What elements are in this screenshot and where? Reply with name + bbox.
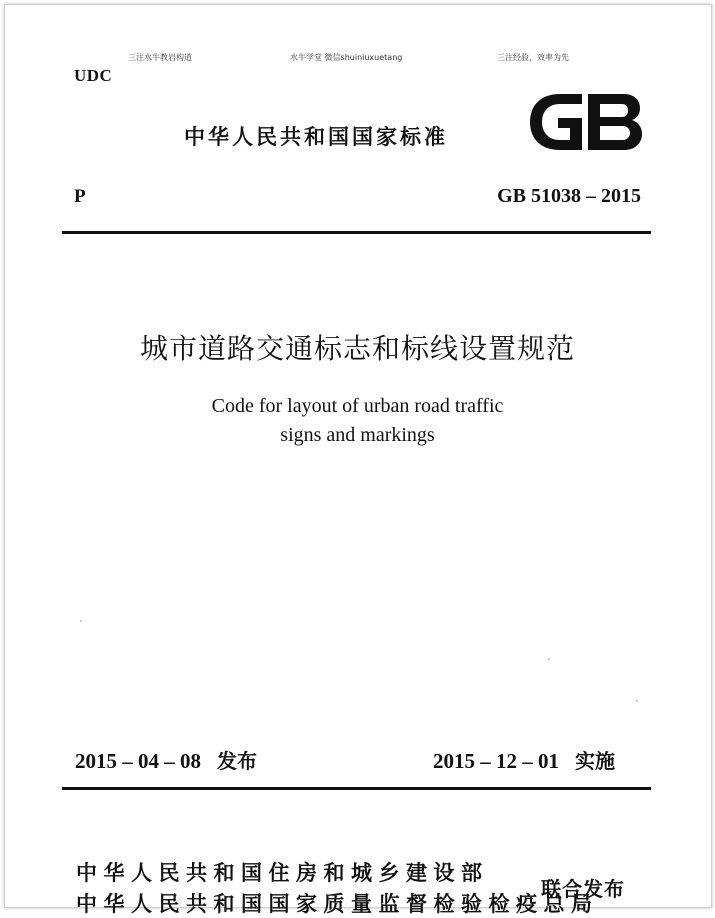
header-divider bbox=[62, 231, 651, 234]
joint-issue-label: 联合发布 bbox=[541, 877, 625, 901]
gb-logo-icon bbox=[526, 90, 644, 154]
implement-date: 2015 – 12 – 01 bbox=[433, 749, 559, 773]
scan-speck bbox=[548, 658, 550, 660]
watermark-text: 三注经验，效率为先 bbox=[497, 53, 569, 62]
issue-label: 发布 bbox=[217, 749, 257, 773]
issuer-quality-supervision: 中华人民共和国国家质量监督检验检疫总局 bbox=[76, 892, 599, 916]
document-title-english bbox=[0, 392, 715, 450]
english-title-line: signs and markings bbox=[280, 424, 435, 446]
implement-date-row bbox=[433, 745, 615, 774]
implement-label: 实施 bbox=[575, 749, 615, 773]
udc-label: UDC bbox=[74, 66, 113, 85]
issuer-ministry-housing: 中华人民共和国住房和城乡建设部 bbox=[76, 861, 489, 885]
watermark-text: 三注水牛教岩构道 bbox=[128, 53, 192, 62]
classification-code: P bbox=[74, 186, 86, 207]
issue-date: 2015 – 04 – 08 bbox=[75, 749, 201, 773]
scan-speck bbox=[80, 620, 82, 622]
english-title-line: Code for layout of urban road traffic bbox=[211, 395, 504, 417]
standard-number: GB 51038 – 2015 bbox=[497, 185, 641, 207]
footer-divider bbox=[62, 787, 651, 790]
scan-speck bbox=[636, 700, 638, 702]
issue-date-row bbox=[75, 745, 257, 774]
national-standard-title: 中华人民共和国国家标准 bbox=[184, 125, 448, 149]
watermark-text: 水牛学堂 微信shuiniuxuetang bbox=[290, 53, 403, 62]
document-title-chinese: 城市道路交通标志和标线设置规范 bbox=[139, 332, 575, 365]
